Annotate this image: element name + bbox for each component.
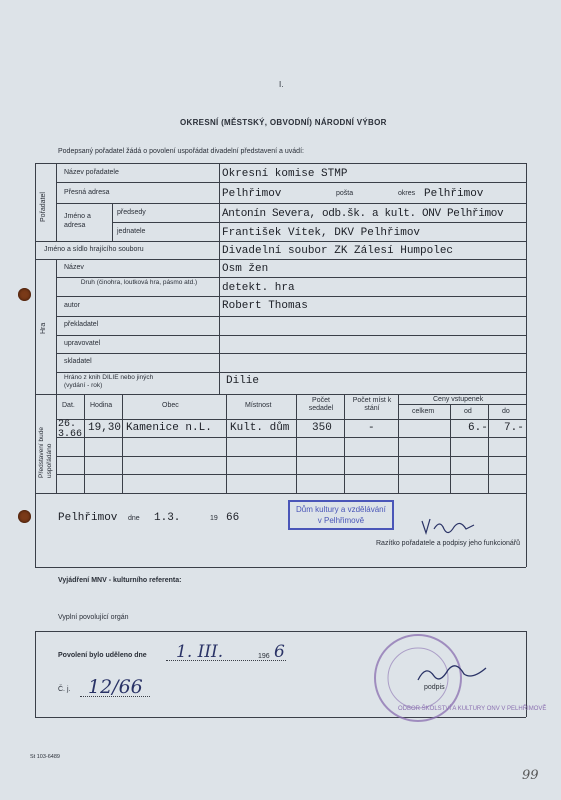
label-presna-adresa: Přesná adresa: [64, 189, 110, 196]
page-number: 99: [522, 768, 539, 783]
th-ceny: Ceny vstupenek: [433, 396, 484, 403]
value-nazev-poradatele: Okresní komise STMP: [222, 168, 348, 180]
date-year: 66: [226, 512, 240, 524]
td-stani: -: [368, 422, 375, 434]
roman-numeral: I.: [279, 80, 284, 89]
label-nazev: Název: [64, 264, 84, 271]
th-celkem: celkem: [412, 408, 435, 415]
td-sedadel: 350: [312, 422, 332, 434]
intro-text: Podepsaný pořadatel žádá o povolení uspořádat divadelní představení a uvádí:: [58, 148, 304, 155]
th-od: od: [464, 408, 472, 415]
value-jednatel: František Vítek, DKV Pelhřimov: [222, 227, 421, 239]
organizer-stamp-line2: v Pelhřimově: [317, 516, 365, 525]
th-hodina: Hodina: [90, 402, 113, 409]
side-label-poradatel: Pořadatel: [40, 192, 47, 222]
td-hodina: 19,30: [88, 422, 122, 434]
value-druh: detekt. hra: [222, 282, 295, 294]
label-nazev-poradatele: Název pořadatele: [64, 169, 119, 176]
value-nazev: Osm žen: [222, 263, 269, 275]
value-hrano: Dilie: [226, 375, 260, 387]
th-mistnost: Místnost: [245, 402, 272, 409]
td-od: 6.-: [468, 422, 488, 434]
punch-hole-bottom: [18, 510, 31, 523]
th-obec: Obec: [162, 402, 179, 409]
organizer-stamp-line1: Dům kultury a vzdělávání: [296, 505, 386, 514]
td-obec: Kamenice n.L.: [126, 422, 212, 434]
label-jmeno-a-adresa: Jméno a adresa: [64, 213, 91, 229]
label-posta: pošta: [336, 190, 354, 197]
povoleni-date: 1. III.: [176, 642, 224, 662]
povoleni-year: 6: [274, 642, 285, 662]
razitko-label: Razítko pořadatele a podpisy jeho funkcionářů: [376, 540, 520, 547]
label-jednatele: jednatele: [117, 228, 146, 235]
td-dat: 26.3.66: [58, 419, 83, 440]
side-label-predstaveni: Představení bude uspořádáno: [38, 427, 53, 478]
label-upravovatel: upravovatel: [64, 340, 101, 347]
th-pocet-mist: Počet míst k stání: [352, 397, 392, 412]
mnv-label: Vyjádření MNV - kulturního referenta:: [58, 577, 182, 584]
footer-code: St 103-6489: [30, 754, 60, 760]
cj-value: 12/66: [88, 676, 143, 698]
value-okres: Pelhřimov: [424, 188, 484, 200]
th-dat: Dat.: [62, 402, 75, 409]
value-autor: Robert Thomas: [222, 300, 308, 312]
label-skladatel: skladatel: [64, 358, 92, 365]
povoleni-year-prefix: 196: [258, 653, 270, 660]
cj-label: Č. j.: [58, 686, 71, 693]
date-year-prefix: 19: [210, 515, 218, 522]
label-druh: Druh (činohra, loutková hra, pásmo atd.): [80, 279, 198, 286]
date-place: Pelhřimov: [58, 512, 118, 524]
th-pocet-sedadel: Počet sedadel: [308, 397, 334, 412]
form-title: OKRESNÍ (MĚSTSKÝ, OBVODNÍ) NÁRODNÍ VÝBOR: [180, 118, 387, 127]
date-dne-label: dne: [128, 515, 140, 522]
th-do: do: [502, 408, 510, 415]
label-hrano: Hráno z knih DILIE nebo jiných (vydání - rok): [64, 374, 154, 389]
label-soubor: Jméno a sídlo hrajícího souboru: [44, 246, 144, 253]
date-value: 1.3.: [154, 512, 181, 524]
value-soubor: Divadelní soubor ZK Zálesí Humpolec: [222, 245, 454, 257]
organ-label: Vyplní povolující orgán: [58, 614, 129, 621]
label-okres: okres: [398, 190, 416, 197]
td-do: 7.-: [504, 422, 524, 434]
value-adresa: Pelhřimov: [222, 188, 282, 200]
label-autor: autor: [64, 302, 80, 309]
povoleni-label: Povolení bylo uděleno dne: [58, 652, 147, 659]
podpis-label: podpis: [424, 684, 445, 691]
side-label-hra: Hra: [40, 322, 47, 334]
label-prekladatel: překladatel: [64, 321, 99, 328]
round-stamp-text: ODBOR ŠKOLSTVÍ A KULTURY ONV V PELHŘIMOVĚ: [398, 706, 547, 712]
label-predsedy: předsedy: [117, 209, 146, 216]
organizer-stamp: [288, 500, 394, 530]
punch-hole-top: [18, 288, 31, 301]
td-mistnost: Kult. dům: [230, 422, 290, 434]
value-predseda: Antonín Severa, odb.šk. a kult. ONV Pelhřimov: [222, 208, 504, 220]
organizer-signature: [418, 515, 478, 539]
